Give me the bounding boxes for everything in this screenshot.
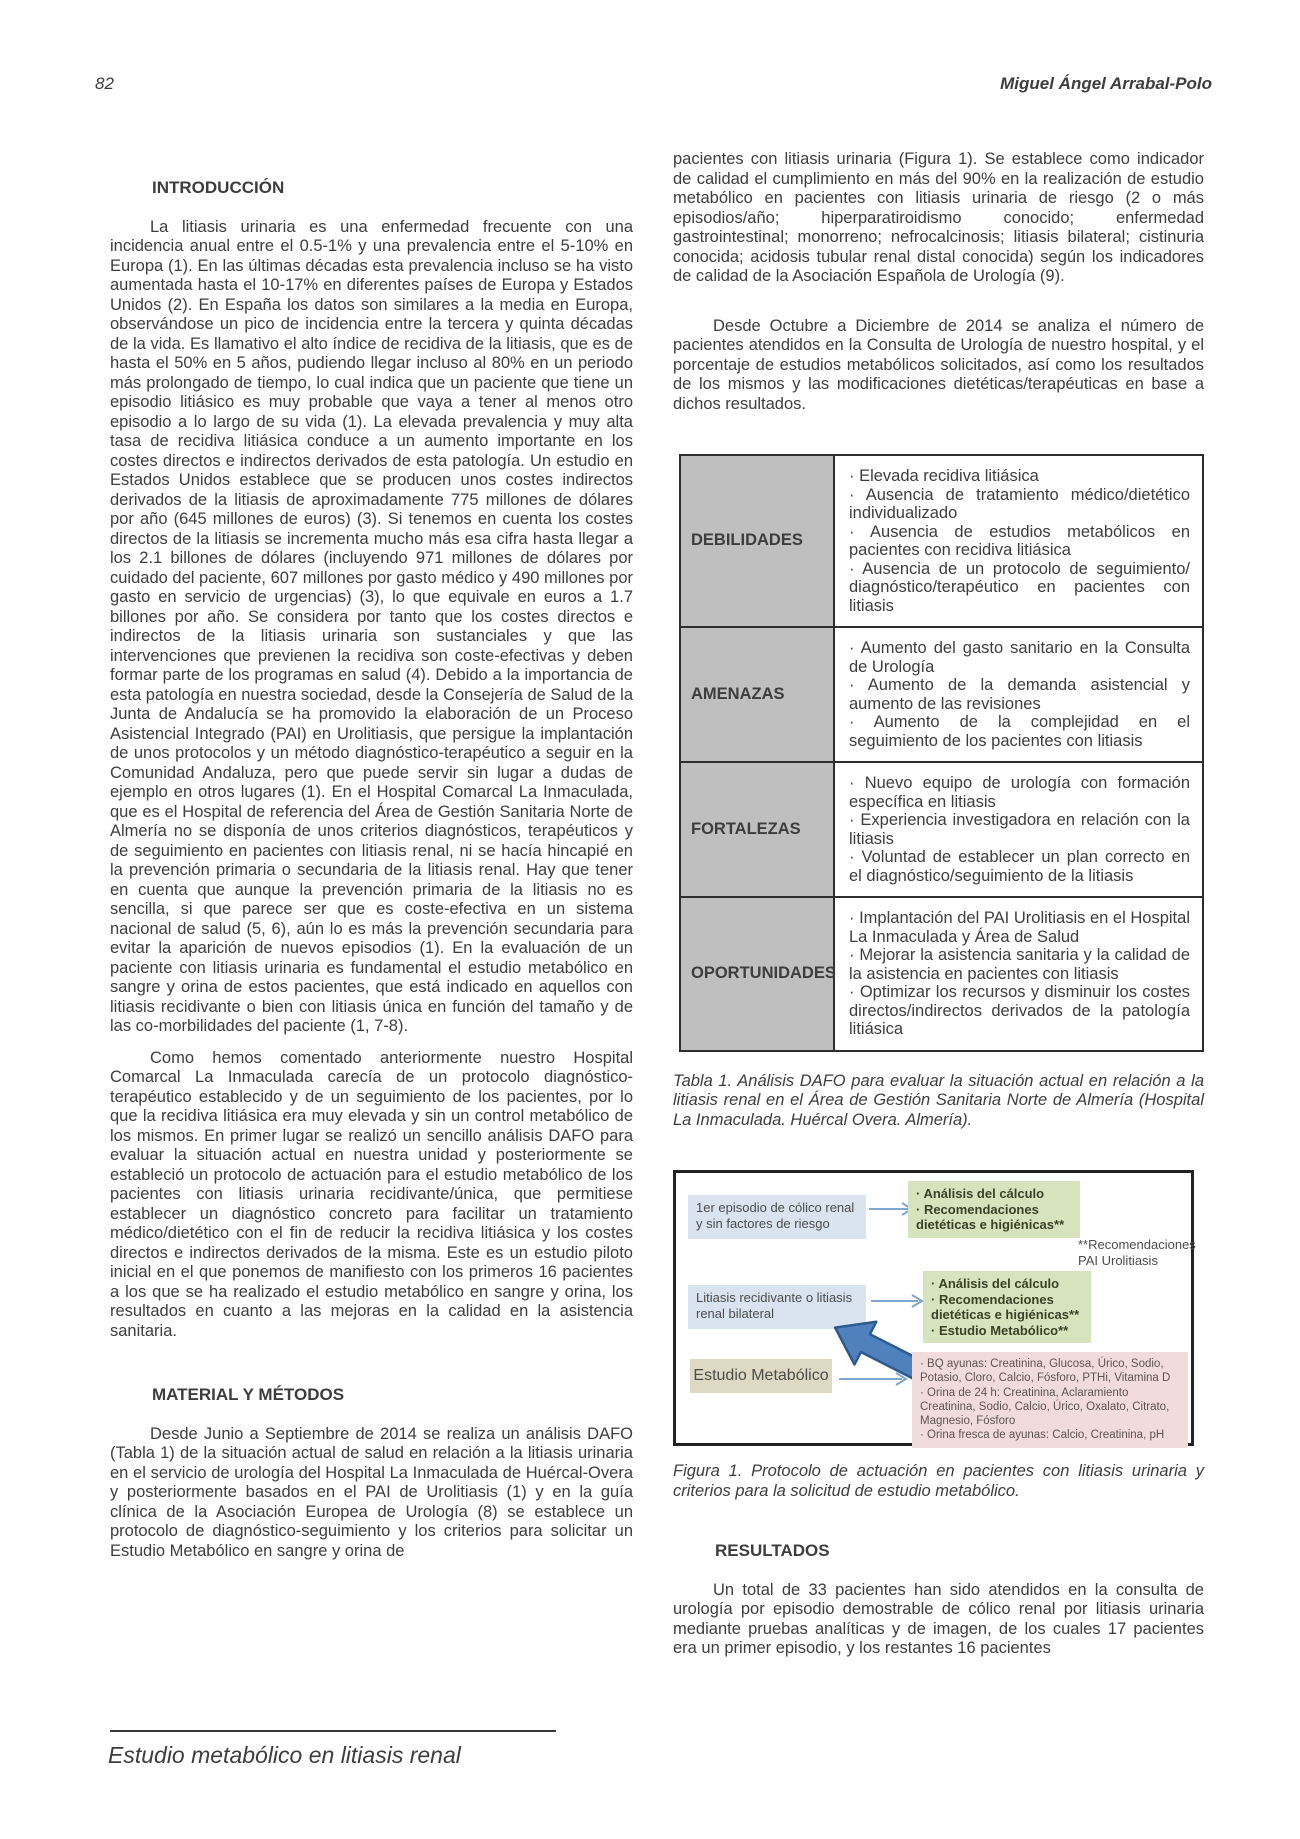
figure-box-recommendations-2 — [923, 1271, 1091, 1343]
table-item: · Aumento de la demanda asistencial y aumento de las revisiones — [849, 676, 1190, 713]
figure-box-metabolic-study: Estudio Metabólico — [690, 1359, 832, 1393]
flow-arrow-icon — [838, 1371, 910, 1387]
figure-line: · Recomendaciones — [931, 1291, 1054, 1307]
methods-paragraph-1: Desde Junio a Septiembre de 2014 se realiza un análisis DAFO (Tabla 1) de la situación actual de salud en relación a la litiasis urinaria en el servicio de urología del Hospital La Inmaculada de Huércal-Overa y posteriormente basados en el PAI de Urolitiasis (1) y en la guía clínica de la Asociación Europea de Urología (8) se establece un protocolo de diagnóstico-seguimiento y los criterios para solicitar un Estudio Metabólico en sangre y orina de — [110, 1424, 633, 1560]
table-row-debilidades — [681, 456, 1202, 626]
figure-line: · Recomendaciones — [916, 1201, 1039, 1217]
figure-box-recurrent-lithiasis: Litiasis recidivante o litiasis renal bilateral — [688, 1285, 866, 1329]
lab-line: · BQ ayunas: Creatinina, Glucosa, Úrico, Sodio, Potasio, Cloro, Calcio, Fósforo, PTHi, Vitamina D — [920, 1358, 1171, 1385]
left-column — [110, 178, 633, 1561]
footer-rule — [110, 1730, 556, 1732]
figure-note-pai — [1078, 1237, 1196, 1268]
right-column — [673, 150, 1204, 1659]
table-item: · Ausencia de un protocolo de seguimiento/ diagnóstico/terapéutico en pacientes con litiasis — [849, 559, 1190, 615]
page-number: 82 — [95, 74, 114, 93]
row-label-fortalezas: FORTALEZAS — [681, 763, 835, 896]
table-item: · Mejorar la asistencia sanitaria y la calidad de la asistencia en pacientes con litiasis — [849, 946, 1190, 983]
intro-paragraph-2: Como hemos comentado anteriormente nuestro Hospital Comarcal La Inmaculada carecía de un protocolo diagnóstico-terapéutico establecido y de un seguimiento de los pacientes, por lo que la recidiva litiásica era muy elevada y sin un control metabólico de los mismos. En primer lugar se realizó un sencillo análisis DAFO para evaluar la situación actual en nuestra unidad y posteriormente se estableció un protocolo de actuación para el estudio metabólico de los pacientes con litiasis urinaria recidivante/única, que permitiese establecer un diagnóstico concreto para facilitar un tratamiento médico/dietético con el fin de reducir la recidiva litiásica y los costes directos e indirectos derivados de la misma. Este es un estudio piloto inicial en el que ponemos de manifiesto con los primeros 16 pacientes a los que se ha realizado el estudio metabólico en sangre y orina, los resultados en cuanto a las mejoras en la calidad en la asistencia sanitaria. — [110, 1048, 633, 1340]
table-caption: Tabla 1. Análisis DAFO para evaluar la situación actual en relación a la litiasis renal en el Área de Gestión Sanitaria Norte de Almería (Hospital La Inmaculada. Huércal Overa. Almería). — [673, 1071, 1204, 1129]
figure-box-first-episode: 1er episodio de cólico renal y sin factores de riesgo — [688, 1195, 866, 1239]
figure-1 — [673, 1170, 1194, 1446]
flow-arrow-icon — [870, 1293, 926, 1309]
running-header — [95, 74, 1212, 94]
results-paragraph-1: Un total de 33 pacientes han sido atendidos en la consulta de urología por episodio demostrable de cólico renal por litiasis urinaria mediante pruebas analíticas y de imagen, de los cuales 17 pacientes era un primer episodio, y los restantes 16 pacientes — [673, 1580, 1204, 1657]
figure-caption: Figura 1. Protocolo de actuación en pacientes con litiasis urinaria y criterios para la solicitud de estudio metabólico. — [673, 1462, 1204, 1500]
lab-line: · Orina fresca de ayunas: Calcio, Creatinina, pH — [920, 1429, 1165, 1442]
figure-box-lab-tests — [912, 1352, 1188, 1448]
running-head-author: Miguel Ángel Arrabal-Polo — [1000, 74, 1212, 93]
table-item: · Optimizar los recursos y disminuir los costes directos/indirectos derivados de la patología litiásica — [849, 983, 1190, 1038]
section-heading-resultados: RESULTADOS — [715, 1541, 830, 1560]
figure-line: · Análisis del cálculo — [916, 1186, 1045, 1201]
table-row-fortalezas — [681, 761, 1202, 896]
row-label-amenazas: AMENAZAS — [681, 628, 835, 761]
row-items-amenazas — [835, 628, 1202, 761]
row-items-oportunidades — [835, 898, 1202, 1050]
row-items-fortalezas — [835, 763, 1202, 896]
lab-line: · Orina de 24 h: Creatinina, Aclaramiento Creatinina, Sodio, Calcio, Úrico, Oxalato, Citrato, Magnesio, Fósforo — [920, 1386, 1170, 1428]
row-label-debilidades: DEBILIDADES — [681, 456, 835, 626]
figure-line: dietéticas e higiénicas** — [916, 1217, 1065, 1232]
table-item: · Aumento del gasto sanitario en la Consulta de Urología — [849, 639, 1190, 676]
footer-article-title: Estudio metabólico en litiasis renal — [108, 1742, 461, 1768]
table-row-oportunidades — [681, 896, 1202, 1050]
figure-line: · Análisis del cálculo — [931, 1276, 1060, 1291]
figure-note-line: **Recomendaciones — [1078, 1237, 1196, 1252]
table-item: · Voluntad de establecer un plan correcto en el diagnóstico/seguimiento de la litiasis — [849, 848, 1190, 885]
table-item: · Aumento de la complejidad en el seguimiento de los pacientes con litiasis — [849, 713, 1190, 750]
table-item: · Ausencia de tratamiento médico/dietético individualizado — [849, 485, 1190, 522]
right-paragraph-2: Desde Octubre a Diciembre de 2014 se analiza el número de pacientes atendidos en la Consulta de Urología de nuestro hospital, y el porcentaje de estudios metabólicos solicitados, así como los resultados de los mismos y las modificaciones dietéticas/terapéuticas en base a dichos resultados. — [673, 316, 1204, 413]
figure-box-recommendations-1 — [908, 1181, 1080, 1238]
row-label-oportunidades: OPORTUNIDADES — [681, 898, 835, 1050]
table-item: · Nuevo equipo de urología con formación específica en litiasis — [849, 774, 1190, 811]
intro-paragraph-1: La litiasis urinaria es una enfermedad frecuente con una incidencia anual entre el 0.5-1% y una prevalencia entre el 5-10% en Europa (1). En las últimas décadas esta prevalencia incluso se ha visto aumentada hasta el 10-17% en diferentes países de Europa y Estados Unidos (2). En España los datos son similares a la media en Europa, observándose un pico de incidencia entre la tercera y quinta décadas de la vida. Es llamativo el alto índice de recidiva de la litiasis, que es de hasta el 50% en 5 años, pudiendo llegar incluso al 80% en un periodo más prolongado de tiempo, lo cual indica que un paciente que tiene un episodio litiásico es muy probable que vaya a tener al menos otro episodio a lo largo de su vida (1). La elevada prevalencia y muy alta tasa de recidiva litiásica conduce a un aumento importante en los costes directos e indirectos derivados de esta patología. Un estudio en Estados Unidos establece que se producen unos costes indirectos derivados de la litiasis de aproximadamente 775 millones de dólares por año (645 millones de euros) (3). Si tenemos en cuenta los costes directos de la litiasis se incrementa mucho más esa cifra hasta llegar a los 2.1 billones de dólares (incluyendo 971 millones de dólares por cuidado del paciente, 607 millones por gasto médico y 490 millones por gasto en servicio de urgencias) (3), lo que equivale en euros a 1.7 billones por año. Se considera por tanto que los costes directos e indirectos de la litiasis urinaria son sustanciales y que las intervenciones que previenen la recidiva son coste-efectivas y deben formar parte de los programas en salud (4). Debido a la importancia de esta patología en nuestra sociedad, desde la Consejería de Salud de la Junta de Andalucía se ha promovido la elaboración de un Proceso Asistencial Integrado (PAI) en Urolitiasis, que persigue la implantación de unos protocolos y un método diagnóstico-terapéutico a seguir en la Comunidad Andaluza, pero que puede servir sin lugar a dudas de ejemplo en otros lugares (1). En el Hospital Comarcal La Inmaculada, que es el Hospital de referencia del Área de Gestión Sanitaria Norte de Almería no se disponía de unos criterios diagnósticos, terapéuticos y de seguimiento en pacientes con litiasis renal, ni se hacía hincapié en la prevención primaria o secundaria de la litiasis renal. Hay que tener en cuenta que aunque la prevención primaria de la litiasis no es sencilla, si que parece ser que es coste-efectiva en un sistema nacional de salud (5, 6), aún lo es más la prevención secundaria para evitar la aparición de nuevos episodios (1). En la evaluación de un paciente con litiasis urinaria es fundamental el estudio metabólico en sangre y orina de estos pacientes, que está indicado en aquellos con litiasis recidivante o bien con litiasis única en función del tamaño y de las co-morbilidades del paciente (1, 7-8). — [110, 217, 633, 1035]
table-item: · Ausencia de estudios metabólicos en pacientes con recidiva litiásica — [849, 522, 1190, 559]
table-item: · Elevada recidiva litiásica — [849, 467, 1039, 485]
table-item: · Experiencia investigadora en relación con la litiasis — [849, 811, 1190, 848]
section-heading-material-metodos: MATERIAL Y MÉTODOS — [152, 1385, 345, 1404]
right-paragraph-1: pacientes con litiasis urinaria (Figura 1). Se establece como indicador de calidad el cumplimiento en más del 90% en la realización de estudio metabólico en pacientes con litiasis urinaria de riesgo (2 o más episodios/año; hiperparatiroidismo conocido; enfermedad gastrointestinal; monorreno; nefrocalcinosis; litiasis bilateral; cistinuria conocida; acidosis tubular renal distal conocida) según los indicadores de calidad de la Asociación Española de Urología (9). — [673, 150, 1204, 285]
figure-line: dietéticas e higiénicas** — [931, 1307, 1080, 1322]
dafo-table — [679, 454, 1204, 1052]
row-items-debilidades — [835, 456, 1202, 626]
table-item: · Implantación del PAI Urolitiasis en el Hospital La Inmaculada y Área de Salud — [849, 909, 1190, 946]
section-heading-introduccion: INTRODUCCIÓN — [152, 178, 285, 197]
table-row-amenazas — [681, 626, 1202, 761]
figure-note-line: PAI Urolitiasis — [1078, 1252, 1158, 1268]
figure-line: · Estudio Metabólico** — [931, 1322, 1069, 1338]
